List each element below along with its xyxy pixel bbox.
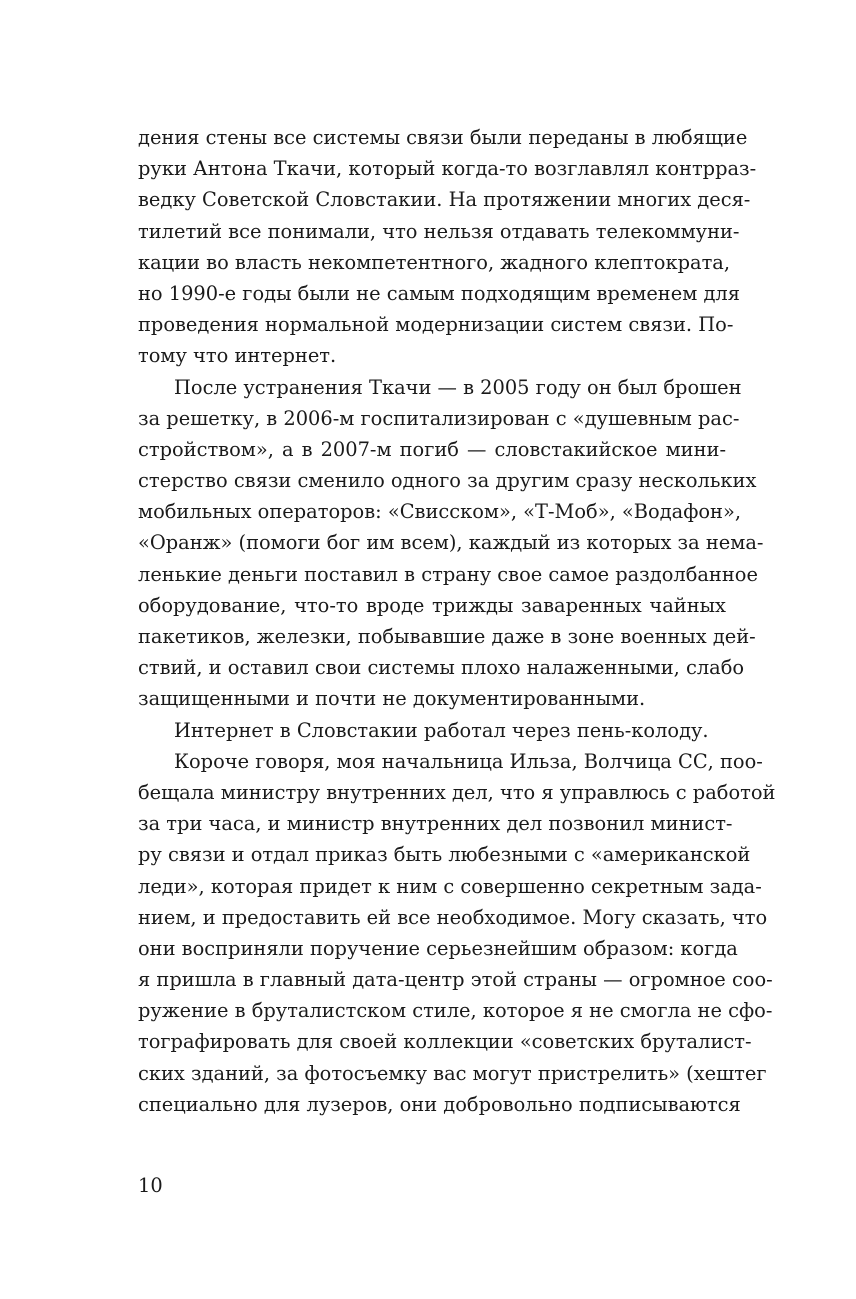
text-line: дения стены все системы связи были переданы в любящие xyxy=(138,126,748,149)
text-line: защищенными и почти не документированными. xyxy=(138,687,646,711)
text-line: тому что интернет. xyxy=(138,344,337,368)
text-line: После устранения Ткачи — в 2005 году он был брошен xyxy=(174,375,742,399)
text-line: Интернет в Словстакии работал через пень-колоду. xyxy=(174,718,709,742)
text-line: пакетиков, железки, побывавшие даже в зоне военных дей- xyxy=(138,625,756,648)
text-line: за решетку, в 2006-м госпитализирован с «душевным рас- xyxy=(138,406,740,430)
text-line: стерство связи сменило одного за другим сразу нескольких xyxy=(138,469,757,493)
text-line: оборудование, что-то вроде трижды заваренных чайных xyxy=(138,593,726,617)
text-line: стройством», а в 2007-м погиб — словстакийское мини- xyxy=(138,437,726,461)
text-line: леди», которая придет к ним с совершенно секретным зада- xyxy=(138,874,762,898)
text-line: кации во власть некомпетентного, жадного клептократа, xyxy=(138,250,731,274)
paragraph-1 xyxy=(138,122,757,372)
text-line: «Оранж» (помоги бог им всем), каждый из которых за нема- xyxy=(138,531,764,555)
text-line: ских зданий, за фотосъемку вас могут пристрелить» (хештег xyxy=(138,1061,767,1085)
text-line: мобильных операторов: «Свисском», «Т-Моб», «Водафон», xyxy=(138,500,741,524)
paragraph-2 xyxy=(138,372,764,715)
page-body-text xyxy=(138,122,776,1120)
text-line: руки Антона Ткачи, который когда-то возглавлял контрраз- xyxy=(138,157,757,181)
paragraph-3 xyxy=(138,715,726,746)
text-line: они восприняли поручение серьезнейшим образом: когда xyxy=(138,936,738,960)
text-line: Короче говоря, моя начальница Ильза, Волчица СС, поо- xyxy=(174,749,763,773)
text-line: за три часа, и министр внутренних дел позвонил минист- xyxy=(138,812,733,836)
text-line: но 1990-е годы были не самым подходящим временем для xyxy=(138,281,740,305)
text-line: я пришла в главный дата-центр этой страны — огромное соо- xyxy=(138,968,773,992)
text-line: ружение в бруталистском стиле, которое я не смогла не сфо- xyxy=(138,999,773,1023)
text-line: ленькие деньги поставил в страну свое самое раздолбанное xyxy=(138,562,758,586)
text-line: проведения нормальной модернизации систем связи. По- xyxy=(138,313,734,337)
text-line: ведку Советской Словстакии. На протяжении многих деся- xyxy=(138,188,751,212)
text-line: тографировать для своей коллекции «советских бруталист- xyxy=(138,1030,752,1054)
text-line: бещала министру внутренних дел, что я управлюсь с работой xyxy=(138,780,776,804)
text-line: ру связи и отдал приказ быть любезными с «американской xyxy=(138,843,751,867)
paragraph-4 xyxy=(138,746,776,1120)
text-line: специально для лузеров, они добровольно подписываются xyxy=(138,1092,741,1116)
page-number: 10 xyxy=(138,1174,163,1197)
text-line: ствий, и оставил свои системы плохо налаженными, слабо xyxy=(138,656,745,680)
text-line: нием, и предоставить ей все необходимое. Могу сказать, что xyxy=(138,905,768,929)
text-line: тилетий все понимали, что нельзя отдавать телекоммуни- xyxy=(138,219,740,243)
